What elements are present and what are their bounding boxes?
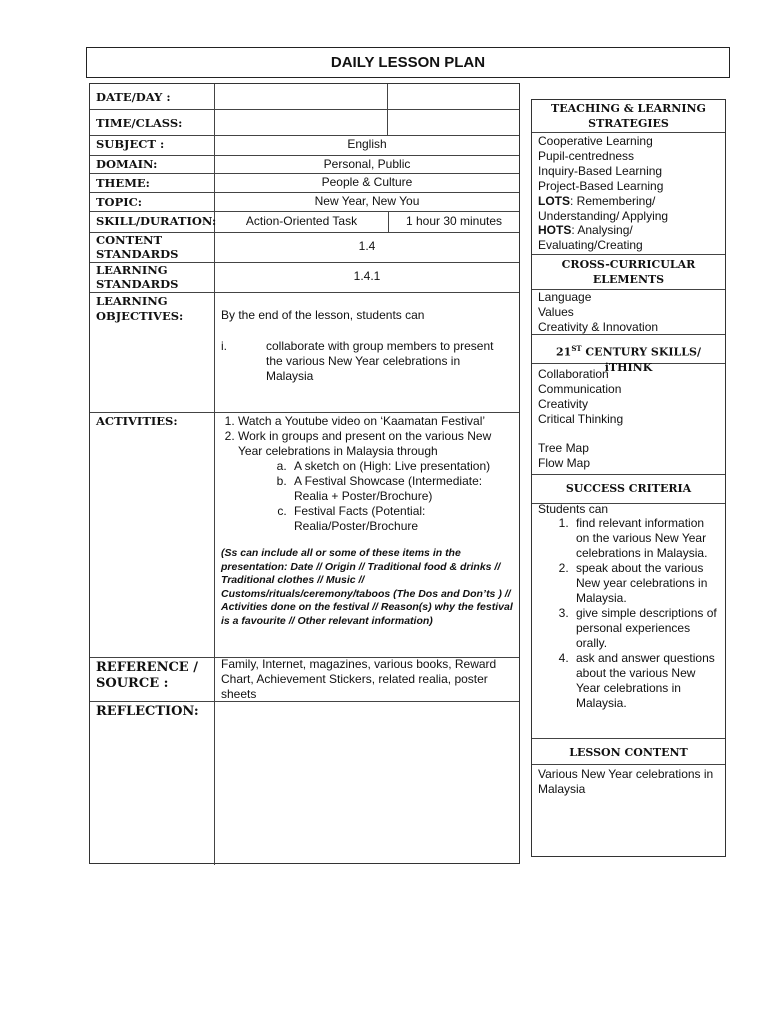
objective-text-line1: collaborate with group members to present	[266, 339, 494, 353]
success-criteria-heading: SUCCESS CRITERIA	[565, 482, 692, 495]
century-heading-sup: ST	[571, 344, 582, 353]
cross-curricular-heading-line1: CROSS-CURRICULAR	[561, 258, 696, 271]
subject-value: English	[347, 137, 387, 151]
tl-item: Pupil-centredness	[538, 149, 635, 163]
tl-item: Inquiry-Based Learning	[538, 164, 663, 178]
success-criteria-item: 3. give simple descriptions of personal experiences orally.	[572, 606, 720, 651]
hots-line2: Evaluating/Creating	[538, 238, 643, 252]
c21-item: Collaboration	[538, 367, 609, 381]
cross-curricular-heading-line2: ELEMENTS	[592, 273, 665, 286]
lots-line1	[538, 194, 655, 209]
strategies-panel	[531, 99, 726, 857]
content-standards-label-line2: STANDARDS	[96, 247, 179, 261]
reflection-label: REFLECTION:	[96, 704, 199, 719]
activity-sub-item: c. Festival Facts (Potential: Realia/Poster/Brochure	[290, 504, 516, 534]
century-heading-text: CENTURY SKILLS/ iTHINK	[581, 345, 701, 374]
learning-standards-label-line1: LEARNING	[96, 263, 168, 277]
duration-value: 1 hour 30 minutes	[405, 214, 503, 228]
content-standards-value: 1.4	[358, 239, 376, 253]
skill-value: Action-Oriented Task	[245, 214, 358, 228]
lesson-details-table	[89, 83, 520, 864]
objective-text-line3: Malaysia	[266, 369, 314, 383]
objective-text-line2: the various New Year celebrations in	[266, 354, 461, 368]
page-title: DAILY LESSON PLAN	[86, 47, 730, 78]
tl-item: Cooperative Learning	[538, 134, 653, 148]
lesson-content-text: Various New Year celebrations in Malaysia	[538, 767, 714, 796]
objectives-intro: By the end of the lesson, students can	[221, 308, 425, 322]
content-standards-label-line1: CONTENT	[96, 233, 163, 247]
learning-standards-label-line2: STANDARDS	[96, 277, 179, 291]
hots-label: HOTS	[538, 223, 572, 237]
time-class-label: TIME/CLASS:	[96, 116, 183, 130]
activity-item-text: Work in groups and present on the various New Year celebrations in Malaysia through	[238, 429, 492, 458]
success-criteria-intro: Students can	[538, 502, 609, 516]
reference-label-line2: SOURCE :	[96, 676, 169, 691]
c21-item: Critical Thinking	[538, 412, 624, 426]
reference-value: Family, Internet, magazines, various books, Reward Chart, Achievement Stickers, related realia, poster sheets	[221, 657, 497, 701]
cc-item: Values	[538, 305, 574, 319]
think-map-item: Flow Map	[538, 456, 591, 470]
hots-text: : Analysing/	[571, 223, 633, 237]
subject-label: SUBJECT :	[96, 137, 165, 151]
activities-label: ACTIVITIES:	[96, 414, 178, 428]
domain-value: Personal, Public	[323, 157, 411, 171]
activity-sub-item: a. A sketch on (High: Live presentation)	[290, 459, 516, 474]
lots-text: : Remembering/	[570, 194, 656, 208]
topic-label: TOPIC:	[96, 195, 142, 209]
learning-objectives-label-line2: OBJECTIVES:	[96, 309, 184, 323]
c21-item: Communication	[538, 382, 622, 396]
success-criteria-item: 2. speak about the various New year celebrations in Malaysia.	[572, 561, 720, 606]
tl-item: Project-Based Learning	[538, 179, 664, 193]
learning-standards-value: 1.4.1	[353, 269, 381, 283]
activities-list	[218, 414, 516, 534]
lots-line2: Understanding/ Applying	[538, 209, 669, 223]
success-criteria-list	[532, 516, 720, 711]
theme-value: People & Culture	[321, 175, 413, 189]
teaching-learning-heading-line1: TEACHING & LEARNING	[551, 102, 706, 115]
reference-label-line1: REFERENCE /	[96, 660, 198, 675]
learning-objectives-label-line1: LEARNING	[96, 294, 168, 308]
c21-item: Creativity	[538, 397, 589, 411]
century-heading-number: 21	[556, 345, 572, 359]
hots-line1	[538, 223, 633, 238]
activity-item	[238, 429, 516, 534]
lots-label: LOTS	[538, 194, 570, 208]
date-day-label: DATE/DAY :	[96, 90, 171, 104]
think-map-item: Tree Map	[538, 441, 589, 455]
activity-sub-item: b. A Festival Showcase (Intermediate: Realia + Poster/Brochure)	[290, 474, 516, 504]
theme-label: THEME:	[96, 176, 150, 190]
teaching-learning-heading-line2: STRATEGIES	[588, 117, 669, 130]
success-criteria-item: 1. find relevant information on the various New Year celebrations in Malaysia.	[572, 516, 720, 561]
topic-value: New Year, New You	[314, 194, 420, 208]
activities-note: (Ss can include all or some of these items in the presentation: Date // Origin // Traditional food & drinks // Traditional clothes // Music // Customs/rituals/ceremony/taboos (The Dos and Don’ts ) // Activities done on the festival // Reason(s) why the festival is a favourite // Other relevant information)	[221, 547, 513, 627]
activity-item: 1. Watch a Youtube video on ‘Kaamatan Festival’	[238, 414, 516, 429]
cc-item: Creativity & Innovation	[538, 320, 659, 334]
objective-marker: i.	[221, 339, 227, 353]
lesson-content-heading: LESSON CONTENT	[569, 746, 688, 759]
success-criteria-item: 4. ask and answer questions about the various New Year celebrations in Malaysia.	[572, 651, 720, 711]
skill-duration-label: SKILL/DURATION:	[96, 214, 217, 228]
domain-label: DOMAIN:	[96, 157, 158, 171]
cc-item: Language	[538, 290, 592, 304]
